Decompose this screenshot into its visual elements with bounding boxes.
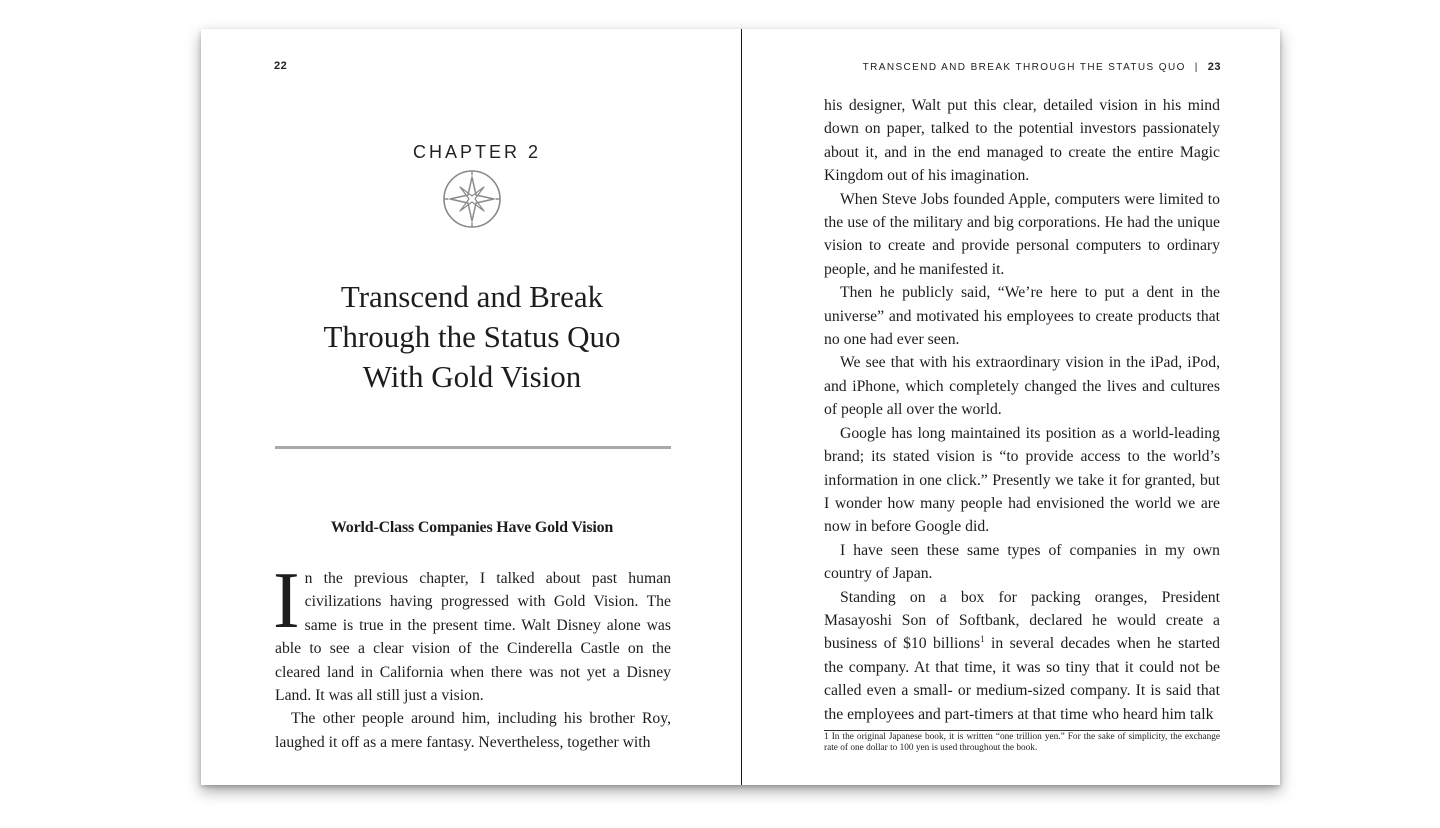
right-body-text [824, 94, 1220, 726]
paragraph [824, 586, 1220, 726]
paragraph: When Steve Jobs founded Apple, computers were limited to the use of the military and big corporations. He had the unique vision to create and provide personal computers to ordinary people, and he manifested it. [824, 190, 1220, 278]
paragraph [273, 557, 671, 707]
running-head-separator: | [1194, 62, 1199, 73]
chapter-title-line: With Gold Vision [362, 359, 582, 394]
chapter-title-line: Through the Status Quo [323, 319, 621, 354]
paragraph: I have seen these same types of companies in my own country of Japan. [824, 541, 1220, 583]
paragraph: Google has long maintained its position as a world-leading brand; its stated vision is “to provide access to the world’s information in one click.” Presently we take it for granted, but I wonder how many people had envisioned the world we are now in before Google did. [824, 424, 1220, 536]
paragraph: his designer, Walt put this clear, detailed vision in his mind down on paper, talked to the potential investors passionately about it, and in the end managed to create the entire Magic Kingdom out of his imagination. [824, 97, 1220, 185]
footnote-rule [824, 730, 1220, 731]
left-page [201, 29, 741, 785]
left-body-text [273, 557, 671, 754]
chapter-label: CHAPTER 2 [412, 142, 542, 162]
paragraph: The other people around him, including his brother Roy, laughed it off as a mere fantasy. Nevertheless, together with [275, 710, 671, 751]
right-page [742, 29, 1280, 785]
page-number: 22 [274, 60, 288, 72]
footnote-marker: 1 [980, 634, 985, 645]
paragraph-text: n the previous chapter, I talked about past human civilizations having progressed with Gold Vision. The same is true in the present time. Walt Disney alone was able to see a clear vision of the Cinderella Castle on the cleared land in California when there was not yet a Disney Land. It was all still just a vision. [275, 570, 671, 705]
running-head [863, 61, 1221, 73]
paragraph-text: Standing on a box for packing oranges, President Masayoshi Son of Softbank, declared he would create a business of $10 billions [824, 588, 1220, 653]
paragraph-text: in several decades when he started the company. At that time, it was so tiny that it could not be called even a small- or medium-sized company. It is said that the employees and part-timers at that time who heard him talk [824, 635, 1220, 723]
drop-cap: I [273, 557, 300, 645]
book-spread [201, 29, 1280, 785]
paragraph: Then he publicly said, “We’re here to put a dent in the universe” and motivated his employees to create products that no one had ever seen. [824, 284, 1220, 349]
running-head-title: TRANSCEND AND BREAK THROUGH THE STATUS QUO [862, 62, 1186, 73]
chapter-title [201, 277, 743, 397]
title-rule [275, 446, 671, 449]
section-heading: World-Class Companies Have Gold Vision [330, 519, 614, 536]
paragraph: We see that with his extraordinary vision in the iPad, iPod, and iPhone, which completely changed the lives and cultures of people all over the world. [824, 354, 1220, 419]
compass-rose-icon [442, 169, 502, 229]
footnote: 1 In the original Japanese book, it is written “one trillion yen.” For the sake of simplicity, the exchange rate of one dollar to 100 yen is used throughout the book. [824, 732, 1220, 753]
chapter-title-line: Transcend and Break [340, 279, 604, 314]
page-number: 23 [1207, 61, 1221, 73]
